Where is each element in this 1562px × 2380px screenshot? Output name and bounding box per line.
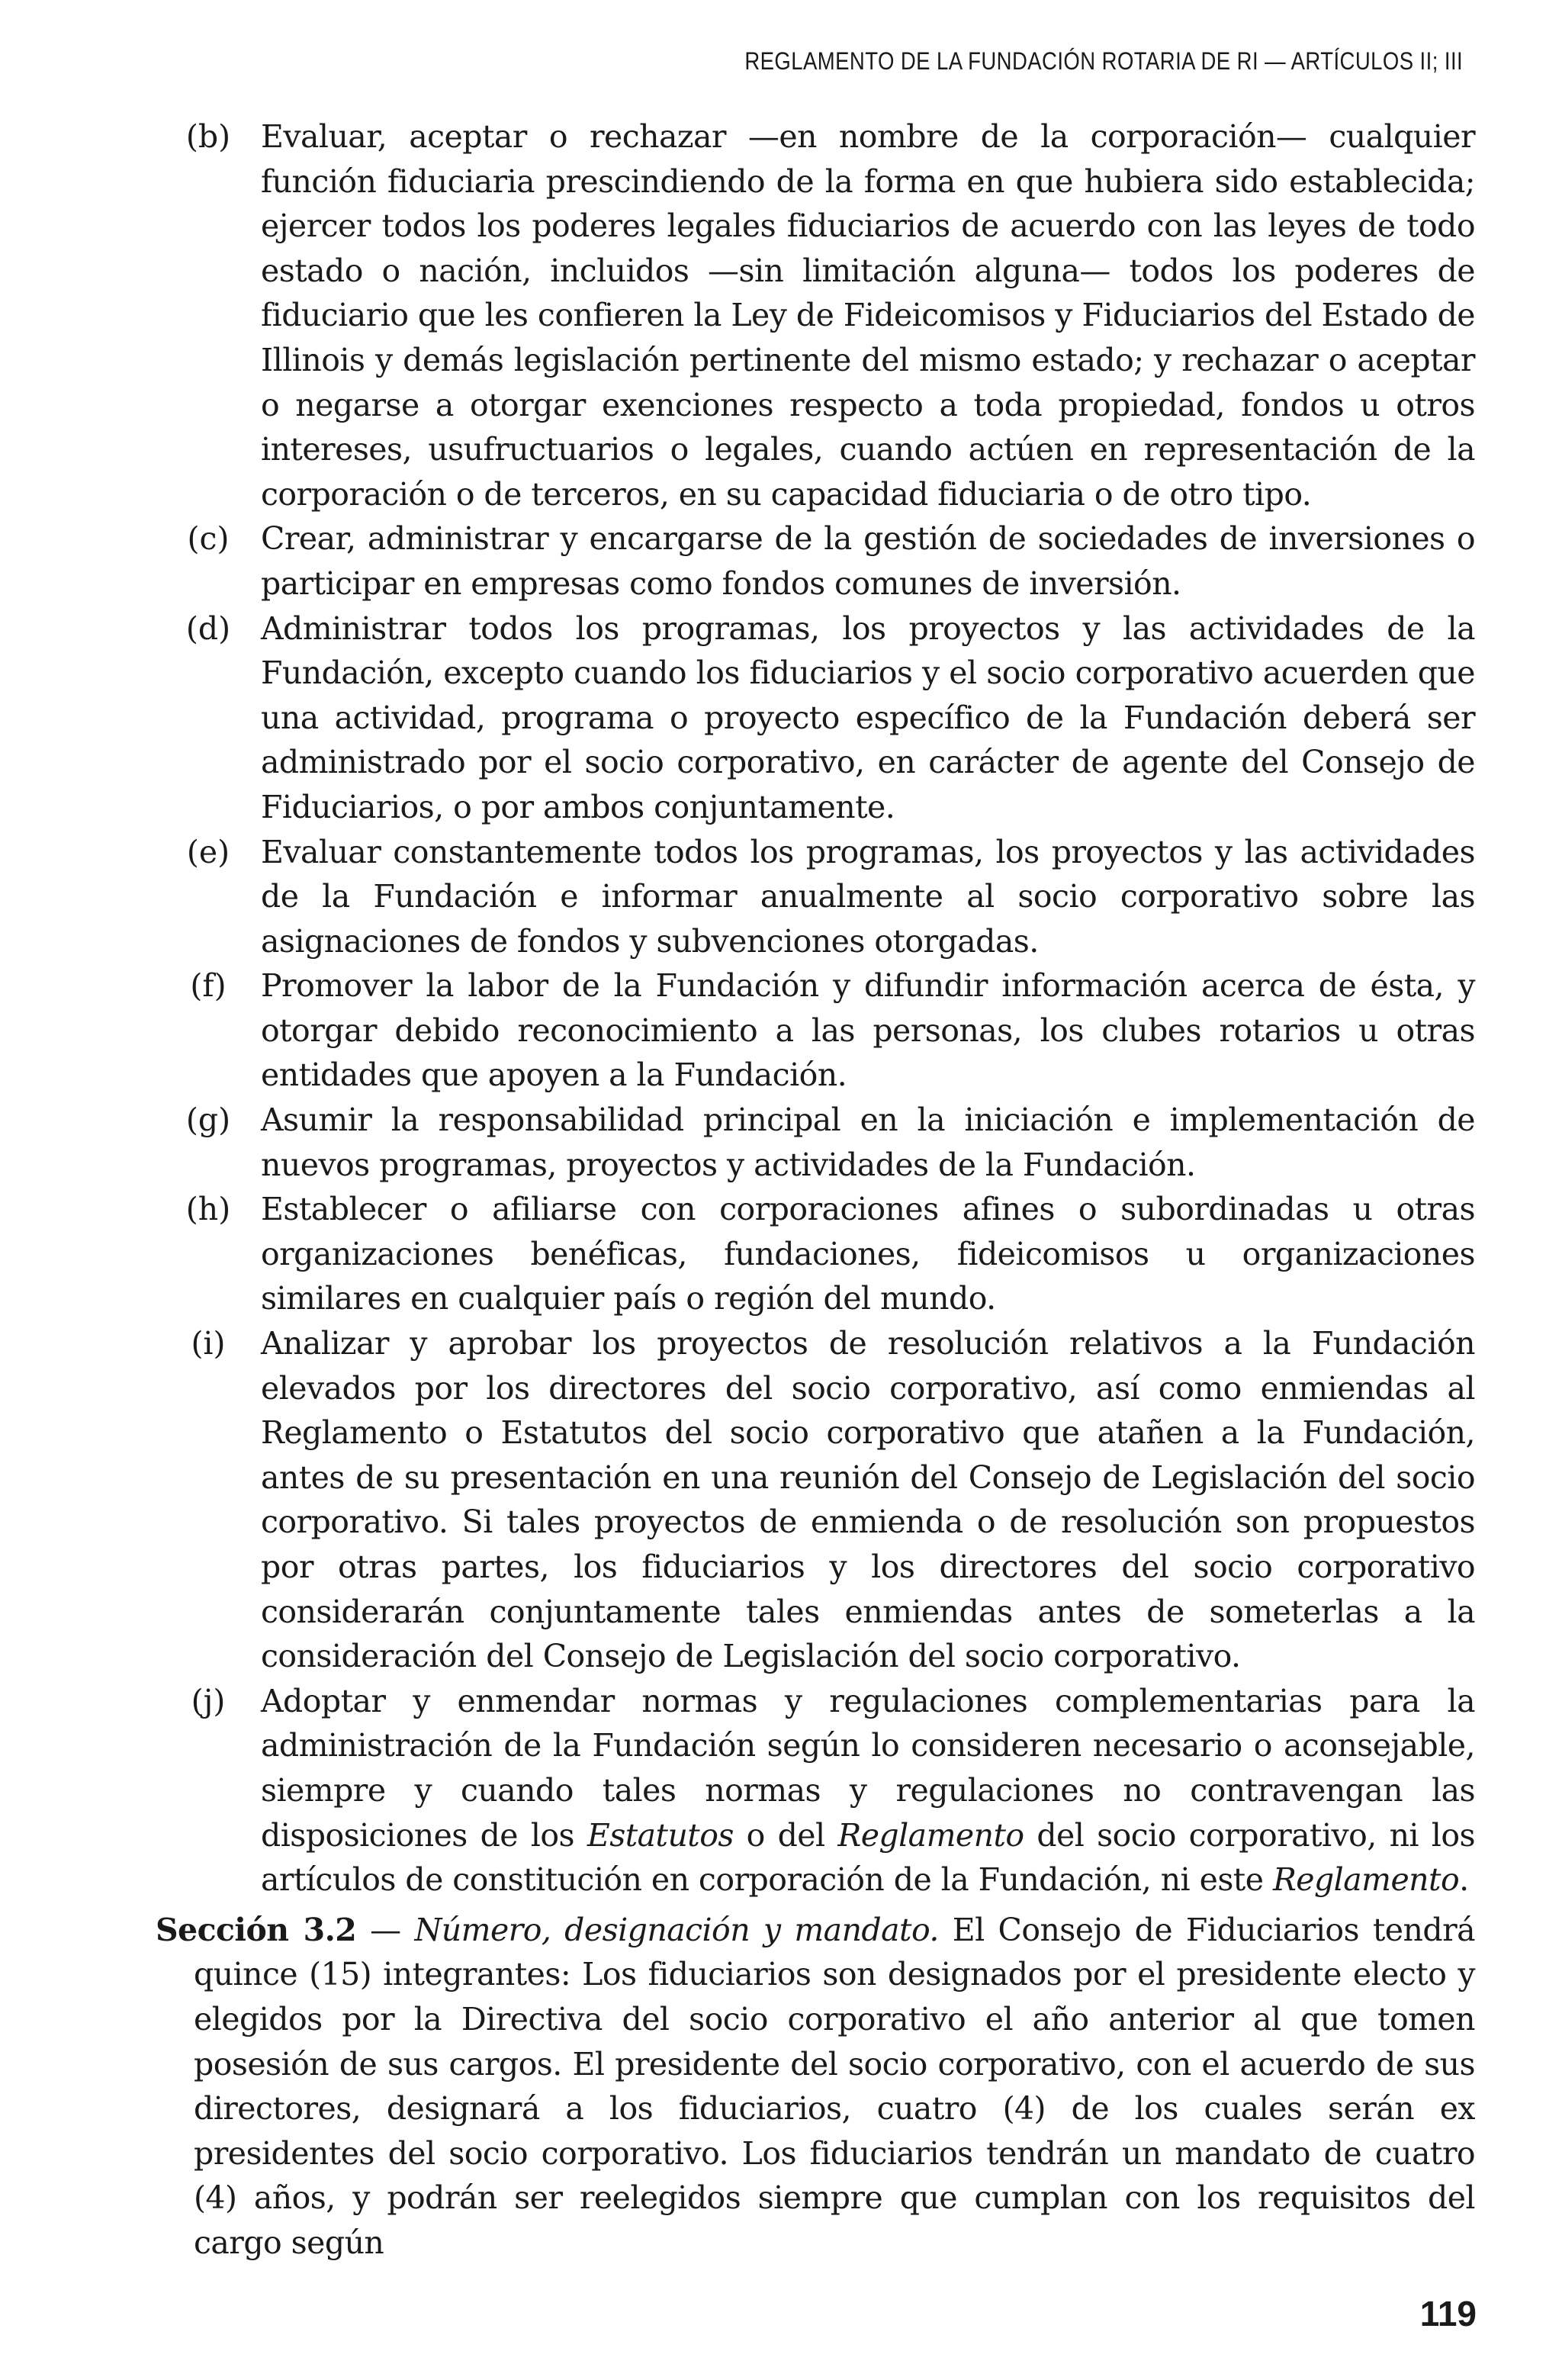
- list-item-g: [156, 1098, 1475, 1187]
- item-text: Promover la labor de la Fundación y difundir información acerca de ésta, y otorgar debido reconocimiento a las personas, los clubes rotarios u otras entidades que apoyen a la Fundación.: [261, 967, 1475, 1094]
- list-item-j: [156, 1679, 1475, 1902]
- section-title: Número, designación y mandato.: [414, 1911, 939, 1948]
- item-text: Crear, administrar y encargarse de la gestión de sociedades de inversiones o participar en empresas como fondos comunes de inversión.: [261, 520, 1475, 602]
- item-text-segment: Adoptar y enmendar normas y regulaciones complementarias para la administración de la Fundación según lo consideren necesario o aconsejable, siempre y cuando tales normas y regulaciones no contravengan las disposiciones de los: [261, 1682, 1475, 1854]
- item-marker: (g): [185, 1102, 231, 1139]
- section-dash: —: [356, 1911, 415, 1948]
- item-text: Analizar y aprobar los proyectos de resolución relativos a la Fundación elevados por los directores del socio corporativo, así como enmiendas al Reglamento o Estatutos del socio corporativo que atañen a la Fundación, antes de su presentación en una reunión del Consejo de Legislación del socio corporativo. Si tales proyectos de enmienda o de resolución son propuestos por otras partes, los fiduciarios y los directores del socio corporativo considerarán conjuntamente tales enmiendas antes de someterlas a la consideración del Consejo de Legislación del socio corporativo.: [261, 1325, 1475, 1675]
- running-header: REGLAMENTO DE LA FUNDACIÓN ROTARIA DE RI — ARTÍCULOS II; III: [744, 47, 1463, 75]
- item-text-italic: Reglamento: [837, 1816, 1024, 1854]
- item-marker: (c): [187, 520, 230, 558]
- item-marker: (d): [185, 609, 231, 647]
- item-marker: (j): [191, 1682, 226, 1719]
- section-number: Sección 3.2: [156, 1911, 357, 1948]
- provision-list: [156, 114, 1475, 1902]
- item-text: [261, 1679, 1475, 1902]
- item-marker: (b): [185, 118, 231, 155]
- body-text: [156, 114, 1475, 2297]
- item-text: Asumir la responsabilidad principal en la iniciación e implementación de nuevos programas, proyectos y actividades de la Fundación.: [261, 1102, 1475, 1183]
- item-text: Evaluar, aceptar o rechazar —en nombre de la corporación— cualquier función fiduciaria prescindiendo de la forma en que hubiera sido establecida; ejercer todos los poderes legales fiduciarios de acuerdo con las leyes de todo estado o nación, incluidos —sin limitación alguna— todos los poderes de fiduciario que les confieren la Ley de Fideicomisos y Fiduciarios del Estado de Illinois y demás legislación pertinente del mismo estado; y rechazar o aceptar o negarse a otorgar exenciones respecto a toda propiedad, fondos u otros intereses, usufructuarios o legales, cuando actúen en representación de la corporación o de terceros, en su capacidad fiduciaria o de otro tipo.: [261, 118, 1475, 513]
- list-item-f: [156, 963, 1475, 1098]
- list-item-e: [156, 830, 1475, 964]
- item-text: Administrar todos los programas, los proyectos y las actividades de la Fundación, excepto cuando los fiduciarios y el socio corporativo acuerden que una actividad, programa o proyecto específico de la Fundación deberá ser administrado por el socio corporativo, en carácter de agente del Consejo de Fiduciarios, o por ambos conjuntamente.: [261, 609, 1475, 825]
- item-text-segment: del socio corporativo, ni los artículos de constitución en corporación de la Fundación, ni este: [261, 1816, 1475, 1899]
- list-item-b: [156, 114, 1475, 516]
- item-text-segment: .: [1459, 1861, 1469, 1899]
- section-3-2: [156, 1908, 1475, 2266]
- item-text-segment: o del: [733, 1816, 838, 1854]
- item-text: Evaluar constantemente todos los programas, los proyectos y las actividades de la Fundación e informar anualmente al socio corporativo sobre las asignaciones de fondos y subvenciones otorgadas.: [261, 833, 1475, 960]
- list-item-h: [156, 1187, 1475, 1321]
- item-text-italic: Reglamento: [1272, 1861, 1460, 1899]
- item-marker: (h): [185, 1191, 231, 1228]
- item-text-italic: Estatutos: [587, 1816, 734, 1854]
- section-body: El Consejo de Fiduciarios tendrá quince (15) integrantes: Los fiduciarios son designados por el presidente electo y elegidos por la Directiva del socio corporativo el año anterior al que tomen posesión de sus cargos. El presidente del socio corporativo, con el acuerdo de sus directores, designará a los fiduciarios, cuatro (4) de los cuales serán ex presidentes del socio corporativo. Los fiduciarios tendrán un mandato de cuatro (4) años, y podrán ser reelegidos siempre que cumplan con los requisitos del cargo según: [194, 1911, 1476, 2261]
- item-marker: (i): [191, 1325, 226, 1362]
- list-item-d: [156, 606, 1475, 830]
- item-marker: (f): [190, 967, 227, 1005]
- list-item-c: [156, 516, 1475, 606]
- page-number: 119: [1419, 2294, 1477, 2333]
- item-text: Establecer o afiliarse con corporaciones afines o subordinadas u otras organizaciones benéficas, fundaciones, fideicomisos u organizaciones similares en cualquier país o región del mundo.: [261, 1191, 1475, 1317]
- list-item-i: [156, 1321, 1475, 1679]
- item-marker: (e): [186, 833, 230, 870]
